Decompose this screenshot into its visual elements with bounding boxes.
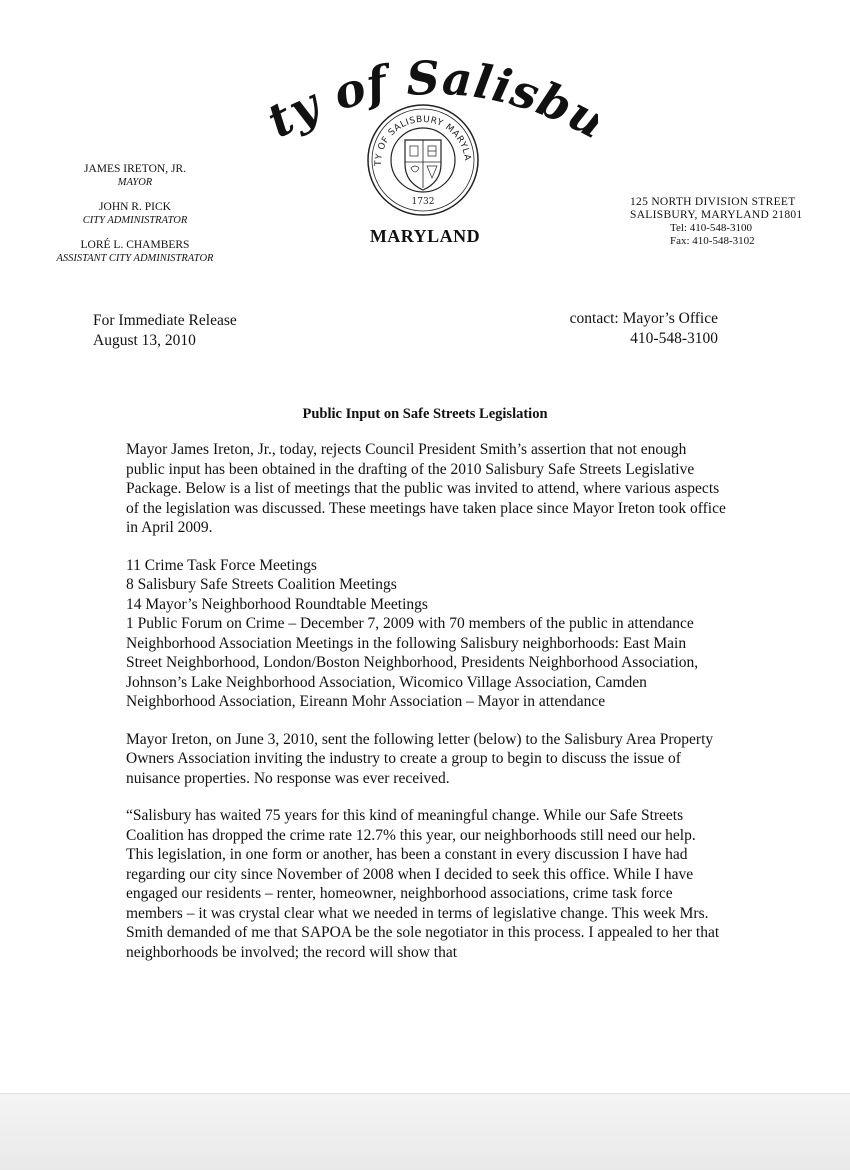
state-name: MARYLAND: [369, 226, 481, 246]
list-item: Neighborhood Association Meetings in the following Salisbury neighborhoods: East Main Street Neighborhood, London/Boston Neighborhood, Presidents Neighborhood Association, Johnson’s Lake Neighborhood Association, Wicomico Village Association, Camden Neighborhood Association, Eireann Mohr Association – Mayor in attendance: [126, 634, 699, 710]
official-city-administrator: [20, 200, 250, 228]
city-seal-graphic: [365, 102, 481, 218]
address-city: SALISBURY, MARYLAND 21801: [630, 209, 803, 221]
contact-label: contact: Mayor’s Office: [569, 310, 718, 327]
release-date: August 13, 2010: [93, 332, 196, 349]
address-tel: Tel: 410-548-3100: [670, 222, 753, 234]
intro-paragraph: Mayor James Ireton, Jr., today, rejects Council President Smith’s assertion that not enough public input has been obtained in the drafting of the 2010 Salisbury Safe Streets Legislative Package. Below is a list of meetings that the public was invited to attend, where various aspects of the legislation was discussed. These meetings have taken place since Mayor Ireton took office in April 2009.: [126, 441, 726, 536]
city-address: [630, 196, 820, 248]
address-street: 125 NORTH DIVISION STREET: [630, 196, 796, 208]
address-fax: Fax: 410-548-3102: [670, 235, 755, 247]
official-name: JOHN R. PICK: [99, 201, 171, 213]
meetings-list: [126, 556, 726, 712]
city-title-text: y of Salisb: [280, 50, 581, 138]
svg-text:CITY OF SALISBURY MARYLAND: [365, 102, 472, 167]
release-label: For Immediate Release: [93, 312, 237, 329]
quoted-letter-paragraph: “Salisbury has waited 75 years for this kind of meaningful change. While our Safe Streets Coalition has dropped the crime rate 12.7% this year, our neighborhoods still need our help. This legislation, in one form or another, has been a constant in every discussion I have had regarding our city since November of 2008 when I decided to seek this office. While I have engaged our residents – renter, homeowner, neighborhood associations, crime task force members – it was crystal clear what we needed in terms of legislative change. This week Mrs. Smith demanded of me that SAPOA be the sole negotiator in this process. I appealed to her that neighborhoods be involved; the record will show that: [126, 807, 720, 961]
official-title: MAYOR: [117, 177, 153, 188]
list-item: 11 Crime Task Force Meetings: [126, 556, 317, 574]
release-info: [93, 311, 237, 351]
official-assistant-city-administrator: [20, 238, 250, 266]
list-item: 14 Mayor’s Neighborhood Roundtable Meetings: [126, 595, 428, 613]
list-item: 1 Public Forum on Crime – December 7, 2009 with 70 members of the public in attendance: [126, 615, 694, 632]
official-mayor: [20, 162, 250, 190]
city-seal: [365, 102, 481, 218]
seal-ring-text: TY OF SALISBURY MARYLA: [373, 114, 472, 167]
official-name: JAMES IRETON, JR.: [83, 163, 187, 175]
official-name: LORÉ L. CHAMBERS: [80, 239, 190, 251]
contact-info: [520, 309, 718, 349]
seal-year: 1732: [411, 197, 435, 207]
officials-list: [20, 162, 250, 276]
list-item: 8 Salisbury Safe Streets Coalition Meetings: [126, 576, 397, 593]
scan-bottom-margin: [0, 1093, 850, 1170]
press-release-heading: Public Input on Safe Streets Legislation: [302, 406, 548, 422]
press-release-body: [126, 440, 726, 980]
official-title: ASSISTANT CITY ADMINISTRATOR: [56, 253, 214, 264]
contact-phone: 410-548-3100: [630, 330, 718, 347]
official-title: CITY ADMINISTRATOR: [82, 215, 188, 226]
letter-intro-paragraph: Mayor Ireton, on June 3, 2010, sent the following letter (below) to the Salisbury Area Property Owners Association inviting the industry to create a group to begin to discuss the issue of nuisance properties. No response was ever received.: [126, 730, 714, 787]
